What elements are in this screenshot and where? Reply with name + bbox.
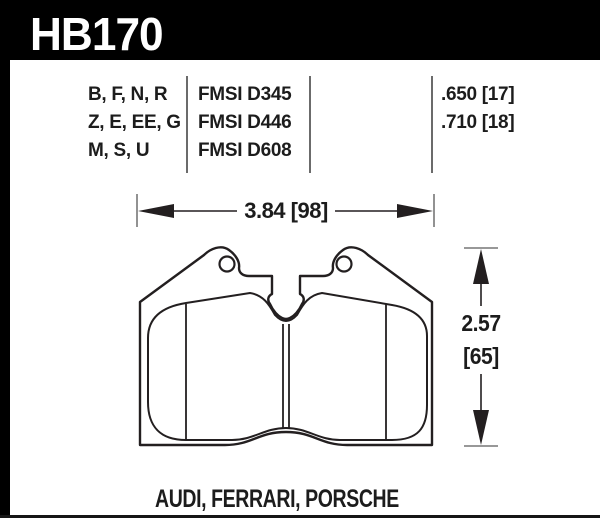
part-number: HB170 xyxy=(30,8,163,60)
fmsi-code-row-1: FMSI D345 xyxy=(198,84,292,105)
pad-thickness-row-2: .710 [18] xyxy=(441,112,515,133)
height-dimension-label-mm: [65] xyxy=(463,343,499,369)
applications-text: AUDI, FERRARI, PORSCHE xyxy=(155,485,399,513)
mounting-hole-left xyxy=(220,257,235,272)
pad-outer-outline xyxy=(140,247,432,445)
fmsi-code-row-2: FMSI D446 xyxy=(198,112,292,133)
width-dimension-label: 3.84 [98] xyxy=(244,198,328,223)
pad-thickness-row-1: .650 [17] xyxy=(441,84,515,105)
height-dimension-label-inches: 2.57 xyxy=(461,310,501,336)
mounting-hole-right xyxy=(337,257,352,272)
fmsi-code-row-3: FMSI D608 xyxy=(198,140,292,161)
compound-codes-row-2: Z, E, EE, G xyxy=(88,112,181,133)
compound-codes-row-1: B, F, N, R xyxy=(88,84,168,105)
compound-codes-row-3: M, S, U xyxy=(88,140,150,161)
